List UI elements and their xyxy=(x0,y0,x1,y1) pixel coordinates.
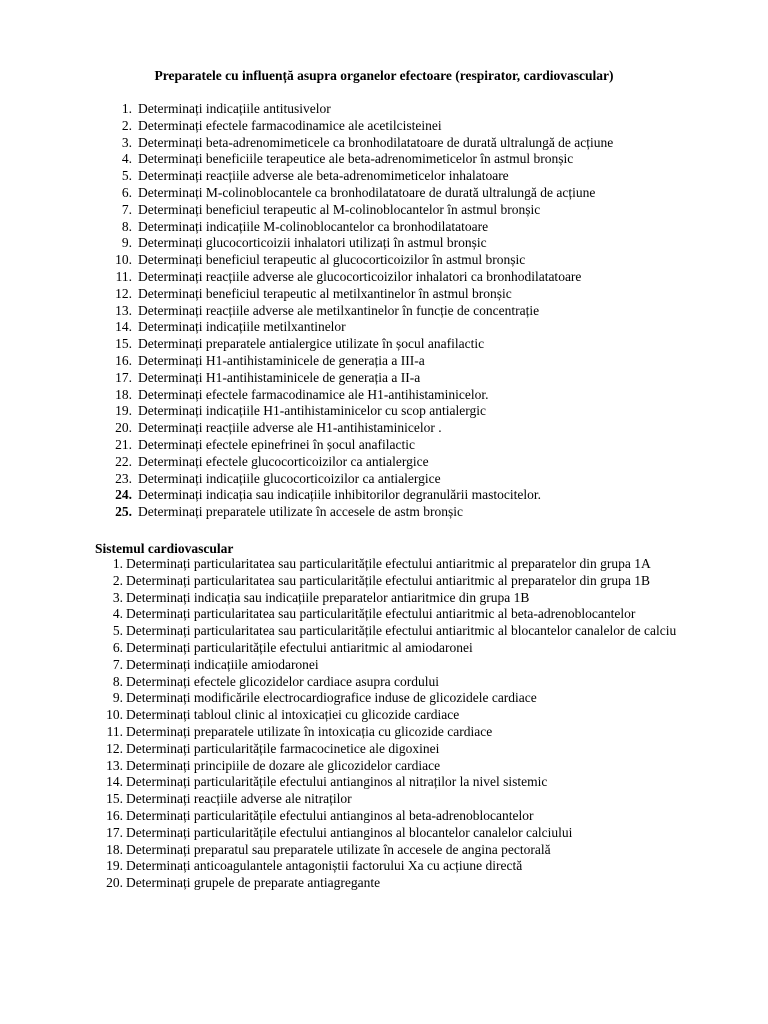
list-item xyxy=(100,185,613,202)
item-text: Determinați efectele glucocorticoizilor ca antialergice xyxy=(138,453,429,469)
item-number: 12. xyxy=(106,740,123,756)
item-text: Determinați tabloul clinic al intoxicației cu glicozide cardiace xyxy=(126,707,460,723)
item-text: Determinați indicațiile antitusivelor xyxy=(138,101,331,116)
item-number: 9. xyxy=(121,235,132,251)
list-item xyxy=(98,556,728,573)
section-heading-cardiovascular: Sistemul cardiovascular xyxy=(95,541,234,556)
item-number: 8. xyxy=(112,673,123,689)
list-item xyxy=(98,590,728,607)
item-text: Determinați preparatele antialergice utilizate în șocul anafilactic xyxy=(138,336,485,352)
item-number: 12. xyxy=(115,285,132,301)
item-number: 11. xyxy=(115,268,132,284)
list-item xyxy=(100,235,613,252)
item-text: Determinați beneficiul terapeutic al glucocorticoizilor în astmul bronșic xyxy=(138,252,526,268)
item-text: Determinați principiile de dozare ale glicozidelor cardiace xyxy=(126,757,441,773)
item-text: Determinați preparatele utilizate în accesele de astm bronșic xyxy=(138,504,463,520)
item-number: 6. xyxy=(112,639,123,655)
item-number: 19. xyxy=(115,403,132,419)
list-item xyxy=(100,219,613,236)
item-text: Determinați indicațiile M-colinoblocantelor ca bronhodilatatoare xyxy=(138,218,489,234)
item-text: Determinați reacțiile adverse ale metilxantinelor în funcție de concentrație xyxy=(138,302,540,318)
item-number: 18. xyxy=(106,841,123,857)
item-text: Determinați indicațiile amiodaronei xyxy=(126,656,319,672)
list-item xyxy=(98,808,728,825)
item-number: 16. xyxy=(115,352,132,368)
item-number: 4. xyxy=(121,151,132,167)
item-number: 14. xyxy=(115,319,132,335)
item-text: Determinați H1-antihistaminicele de generația a II-a xyxy=(138,369,421,385)
item-text: Determinați anticoagulantele antagoniștii factorului Xa cu acțiune directă xyxy=(126,858,523,874)
list-item xyxy=(98,825,728,842)
list-item xyxy=(98,640,728,657)
item-text: Determinați preparatele utilizate în intoxicația cu glicozide cardiace xyxy=(126,723,493,739)
item-number: 15. xyxy=(106,791,123,807)
item-number: 10. xyxy=(106,707,123,723)
item-text: Determinați indicațiile H1-antihistaminicelor cu scop antialergic xyxy=(138,403,487,419)
item-number: 7. xyxy=(121,201,132,217)
item-text: Determinați indicațiile glucocorticoizilor ca antialergice xyxy=(138,470,441,486)
list-item xyxy=(98,690,728,707)
list-item xyxy=(98,774,728,791)
item-number: 1. xyxy=(112,556,123,571)
item-text: Determinați particularitățile efectului antiaritmic al amiodaronei xyxy=(126,639,473,655)
item-text: Determinați particularitatea sau particularitățile efectului antiaritmic al blocantelor canalelor de calciu xyxy=(126,623,677,639)
item-number: 11. xyxy=(106,723,123,739)
list-item xyxy=(98,623,728,640)
item-text: Determinați beneficiile terapeutice ale beta-adrenomimeticelor în astmul bronșic xyxy=(138,151,574,167)
document-title: Preparatele cu influență asupra organelor efectoare (respirator, cardiovascular) xyxy=(154,68,614,83)
item-text: Determinați particularitățile farmacocinetice ale digoxinei xyxy=(126,740,440,756)
item-text: Determinați particularitatea sau particularitățile efectului antiaritmic al preparatelor din grupa 1A xyxy=(126,556,651,571)
item-number: 2. xyxy=(112,572,123,588)
list-item xyxy=(100,269,613,286)
list-item xyxy=(100,353,613,370)
item-text: Determinați grupele de preparate antiagregante xyxy=(126,875,381,891)
list-item xyxy=(100,135,613,152)
item-text: Determinați efectele farmacodinamice ale acetilcisteinei xyxy=(138,117,442,133)
list-item xyxy=(100,471,613,488)
list-item xyxy=(100,437,613,454)
list-item xyxy=(98,741,728,758)
item-number: 16. xyxy=(106,807,123,823)
item-text: Determinați indicația sau indicațiile inhibitorilor degranulării mastocitelor. xyxy=(138,487,542,503)
item-number: 5. xyxy=(121,168,132,184)
list-item xyxy=(100,387,613,404)
list-item xyxy=(100,420,613,437)
list-item xyxy=(100,336,613,353)
item-number: 1. xyxy=(121,101,132,116)
item-number: 17. xyxy=(106,824,123,840)
list-item xyxy=(100,303,613,320)
item-text: Determinați particularitatea sau particularitățile efectului antiaritmic al preparatelor din grupa 1B xyxy=(126,572,651,588)
list-item xyxy=(100,370,613,387)
item-text: Determinați indicațiile metilxantinelor xyxy=(138,319,346,335)
item-number: 7. xyxy=(112,656,123,672)
list-item xyxy=(98,674,728,691)
item-number: 21. xyxy=(115,436,132,452)
list-item xyxy=(98,858,728,875)
item-number: 3. xyxy=(121,134,132,150)
item-number: 22. xyxy=(115,453,132,469)
list-item xyxy=(100,252,613,269)
item-number: 2. xyxy=(121,117,132,133)
item-text: Determinați beta-adrenomimeticele ca bronhodilatatoare de durată ultralungă de acțiune xyxy=(138,134,614,150)
list-item xyxy=(98,657,728,674)
list-item xyxy=(98,573,728,590)
list-item xyxy=(100,118,613,135)
item-text: Determinați reacțiile adverse ale glucocorticoizilor inhalatori ca bronhodilatatoare xyxy=(138,268,582,284)
item-text: Determinați particularitățile efectului antianginos al beta-adrenoblocantelor xyxy=(126,807,534,823)
list-item xyxy=(100,286,613,303)
list-item xyxy=(98,791,728,808)
item-number: 5. xyxy=(112,623,123,639)
list-item xyxy=(98,707,728,724)
respiratory-question-list xyxy=(100,101,613,521)
list-item xyxy=(100,454,613,471)
item-number: 20. xyxy=(115,420,132,436)
list-item xyxy=(98,842,728,859)
item-text: Determinați reacțiile adverse ale nitraților xyxy=(126,791,352,807)
list-item xyxy=(100,504,613,521)
item-number: 15. xyxy=(115,336,132,352)
list-item xyxy=(100,487,613,504)
item-number: 24. xyxy=(115,487,132,503)
item-number: 17. xyxy=(115,369,132,385)
item-text: Determinați beneficiul terapeutic al M-colinoblocantelor în astmul bronșic xyxy=(138,201,541,217)
item-text: Determinați modificările electrocardiografice induse de glicozidele cardiace xyxy=(126,690,537,706)
item-text: Determinați reacțiile adverse ale H1-antihistaminicelor . xyxy=(138,420,442,436)
item-text: Determinați beneficiul terapeutic al metilxantinelor în astmul bronșic xyxy=(138,285,512,301)
item-text: Determinați M-colinoblocantele ca bronhodilatatoare de durată ultralungă de acțiune xyxy=(138,184,596,200)
item-text: Determinați reacțiile adverse ale beta-adrenomimeticelor inhalatoare xyxy=(138,168,509,184)
item-text: Determinați particularitatea sau particularitățile efectului antiaritmic al beta-adrenoblocantelor xyxy=(126,606,636,622)
item-number: 6. xyxy=(121,184,132,200)
list-item xyxy=(98,875,728,892)
item-text: Determinați efectele glicozidelor cardiace asupra cordului xyxy=(126,673,439,689)
list-item xyxy=(100,403,613,420)
list-item xyxy=(98,724,728,741)
item-number: 25. xyxy=(115,504,132,520)
item-number: 18. xyxy=(115,386,132,402)
item-number: 19. xyxy=(106,858,123,874)
item-text: Determinați glucocorticoizii inhalatori utilizați în astmul bronșic xyxy=(138,235,487,251)
item-text: Determinați preparatul sau preparatele utilizate în accesele de angina pectorală xyxy=(126,841,551,857)
cardiovascular-question-list xyxy=(98,556,728,892)
list-item xyxy=(100,151,613,168)
item-number: 4. xyxy=(112,606,123,622)
list-item xyxy=(98,606,728,623)
item-text: Determinați particularitățile efectului antianginos al nitraților la nivel sistemic xyxy=(126,774,548,790)
list-item xyxy=(100,101,613,118)
item-number: 3. xyxy=(112,589,123,605)
item-number: 14. xyxy=(106,774,123,790)
item-number: 13. xyxy=(115,302,132,318)
list-item xyxy=(100,202,613,219)
item-number: 9. xyxy=(112,690,123,706)
list-item xyxy=(100,168,613,185)
item-text: Determinați H1-antihistaminicele de generația a III-a xyxy=(138,352,425,368)
list-item xyxy=(100,319,613,336)
item-number: 10. xyxy=(115,252,132,268)
item-text: Determinați efectele farmacodinamice ale H1-antihistaminicelor. xyxy=(138,386,489,402)
item-number: 20. xyxy=(106,875,123,891)
item-number: 8. xyxy=(121,218,132,234)
item-text: Determinați efectele epinefrinei în șocul anafilactic xyxy=(138,436,415,452)
item-text: Determinați indicația sau indicațiile preparatelor antiaritmice din grupa 1B xyxy=(126,589,530,605)
item-number: 23. xyxy=(115,470,132,486)
item-text: Determinați particularitățile efectului antianginos al blocantelor canalelor calciului xyxy=(126,824,573,840)
list-item xyxy=(98,758,728,775)
item-number: 13. xyxy=(106,757,123,773)
